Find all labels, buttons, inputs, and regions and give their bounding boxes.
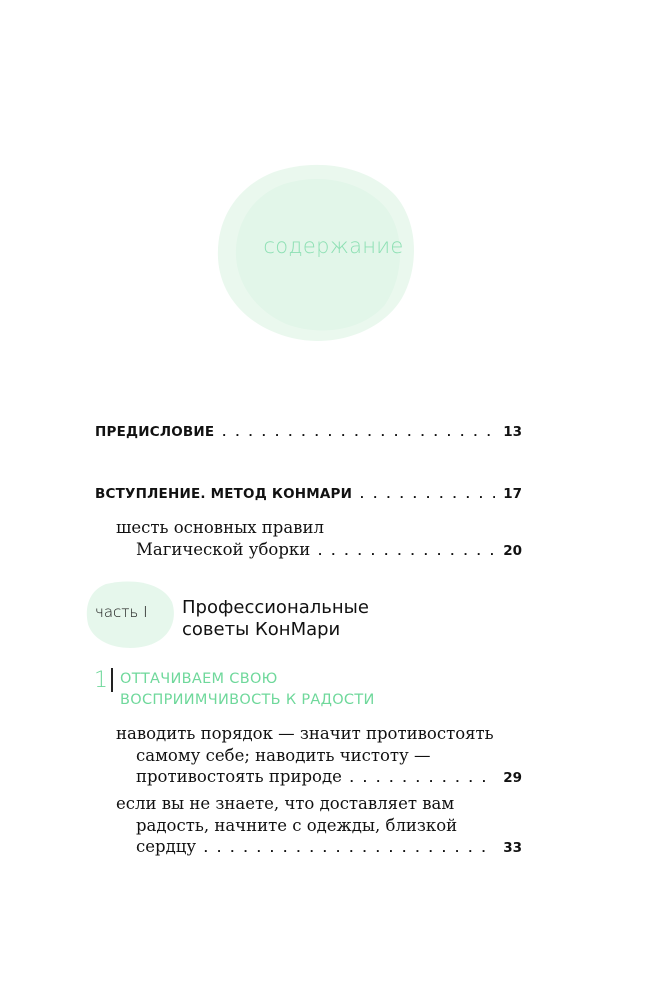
dot-leader bbox=[222, 424, 495, 439]
toc-page-number: 20 bbox=[503, 543, 522, 559]
page-title: содержание bbox=[263, 234, 404, 258]
toc-page-number: 17 bbox=[503, 486, 522, 502]
toc-entry-preface[interactable] bbox=[95, 424, 522, 440]
toc-page-number: 13 bbox=[503, 424, 522, 440]
toc-entry-label: ВСТУПЛЕНИЕ. МЕТОД КОНМАРИ bbox=[95, 486, 353, 502]
part-title-line1: Профессиональные bbox=[182, 597, 369, 618]
dot-leader bbox=[350, 770, 495, 785]
chapter-divider bbox=[111, 668, 113, 692]
chapter-title-line1: ОТТАЧИВАЕМ СВОЮ bbox=[120, 671, 278, 687]
toc-entry-label: ПРЕДИСЛОВИЕ bbox=[95, 424, 215, 440]
chapter-number: 1 bbox=[94, 668, 108, 693]
toc-entry-label: Магической уборки bbox=[136, 540, 311, 559]
toc-subentry-1-line1: наводить порядок — значит противостоять bbox=[116, 724, 494, 743]
dot-leader bbox=[318, 543, 495, 558]
toc-entry-label: сердцу bbox=[136, 837, 197, 856]
toc-page-number: 29 bbox=[503, 770, 522, 786]
dot-leader bbox=[204, 840, 495, 855]
toc-subentry-1-line2: самому себе; наводить чистоту — bbox=[136, 746, 431, 765]
toc-subentry-rules-line1: шесть основных правил bbox=[116, 518, 324, 537]
toc-page-number: 33 bbox=[503, 840, 522, 856]
toc-subentry-1[interactable] bbox=[136, 767, 522, 786]
part-label: часть I bbox=[95, 603, 148, 621]
toc-subentry-2[interactable] bbox=[136, 837, 522, 856]
toc-subentry-2-line2: радость, начните с одежды, близкой bbox=[136, 816, 458, 835]
dot-leader bbox=[360, 486, 495, 501]
toc-entry-intro[interactable] bbox=[95, 486, 522, 502]
chapter-title-line2: ВОСПРИИМЧИВОСТЬ К РАДОСТИ bbox=[120, 692, 375, 708]
toc-subentry-2-line1: если вы не знаете, что доставляет вам bbox=[116, 794, 455, 813]
part-title-line2: советы КонМари bbox=[182, 619, 341, 640]
toc-subentry-rules[interactable] bbox=[136, 540, 522, 559]
toc-entry-label: противостоять природе bbox=[136, 767, 342, 786]
